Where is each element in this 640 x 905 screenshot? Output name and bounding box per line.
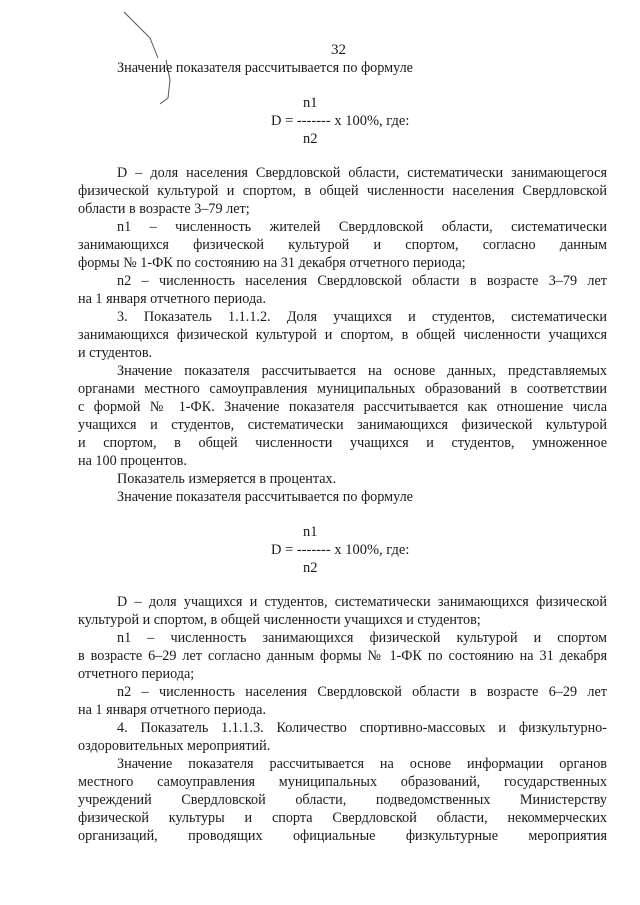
text-line: Значение показателя рассчитывается на основе данных, представляемых [117, 363, 607, 379]
text-line: местного самоуправления муниципальных образований, государственных [78, 774, 607, 790]
formula-numerator: n1 [303, 524, 318, 540]
text-line: Значение показателя рассчитывается по формуле [117, 60, 413, 76]
formula-expression: D = ------- x 100%, где: [271, 542, 410, 558]
formula-expression: D = ------- x 100%, где: [271, 113, 410, 129]
text-line: на 1 января отчетного периода. [78, 291, 267, 307]
text-line: Значение показателя рассчитывается на основе информации органов [117, 756, 607, 772]
text-line: с формой № 1-ФК. Значение показателя рассчитывается как отношение числа [78, 399, 607, 415]
text-line: 4. Показатель 1.1.1.3. Количество спортивно-массовых и физкультурно- [117, 720, 607, 736]
text-line: физической культурой и спортом, в общей численности населения Свердловской [78, 183, 607, 199]
text-line: формы № 1-ФК по состоянию на 31 декабря отчетного периода; [78, 255, 466, 271]
text-line: занимающихся физической культурой и спортом, в общей численности учащихся [78, 327, 607, 343]
text-line: оздоровительных мероприятий. [78, 738, 271, 754]
text-line: и студентов. [78, 345, 153, 361]
text-line: организаций, проводящих официальные физкультурные мероприятия [78, 828, 607, 844]
text-line: Показатель измеряется в процентах. [117, 471, 337, 487]
text-line: области в возрасте 3–79 лет; [78, 201, 250, 217]
text-line: в возрасте 6–29 лет согласно данным формы № 1-ФК по состоянию на 31 декабря [78, 648, 607, 664]
text-line: Значение показателя рассчитывается по формуле [117, 489, 413, 505]
text-line: и спортом, в общей численности учащихся и студентов, умноженное [78, 435, 607, 451]
text-line: учреждений Свердловской области, подведомственных Министерству [78, 792, 607, 808]
text-line: отчетного периода; [78, 666, 195, 682]
text-line: n1 – численность занимающихся физической культурой и спортом [117, 630, 607, 646]
text-line: учащихся и студентов, систематически занимающихся физической культурой [78, 417, 607, 433]
text-line: n2 – численность населения Свердловской области в возрасте 6–29 лет [117, 684, 607, 700]
text-line: на 100 процентов. [78, 453, 187, 469]
page-number: 32 [331, 42, 346, 58]
text-line: физической культуры и спорта Свердловской области, некоммерческих [78, 810, 607, 826]
text-line: D – доля учащихся и студентов, систематически занимающихся физической [117, 594, 607, 610]
text-line: на 1 января отчетного периода. [78, 702, 267, 718]
text-line: культурой и спортом, в общей численности учащихся и студентов; [78, 612, 481, 628]
text-line: D – доля населения Свердловской области, систематически занимающегося [117, 165, 607, 181]
text-line: занимающихся физической культурой и спортом, согласно данным [78, 237, 607, 253]
text-line: 3. Показатель 1.1.1.2. Доля учащихся и студентов, систематически [117, 309, 607, 325]
text-line: n1 – численность жителей Свердловской области, систематически [117, 219, 607, 235]
text-line: органами местного самоуправления муниципальных образований в соответствии [78, 381, 607, 397]
text-line: n2 – численность населения Свердловской области в возрасте 3–79 лет [117, 273, 607, 289]
formula-numerator: n1 [303, 95, 318, 111]
formula-denominator: n2 [303, 560, 318, 576]
formula-denominator: n2 [303, 131, 318, 147]
